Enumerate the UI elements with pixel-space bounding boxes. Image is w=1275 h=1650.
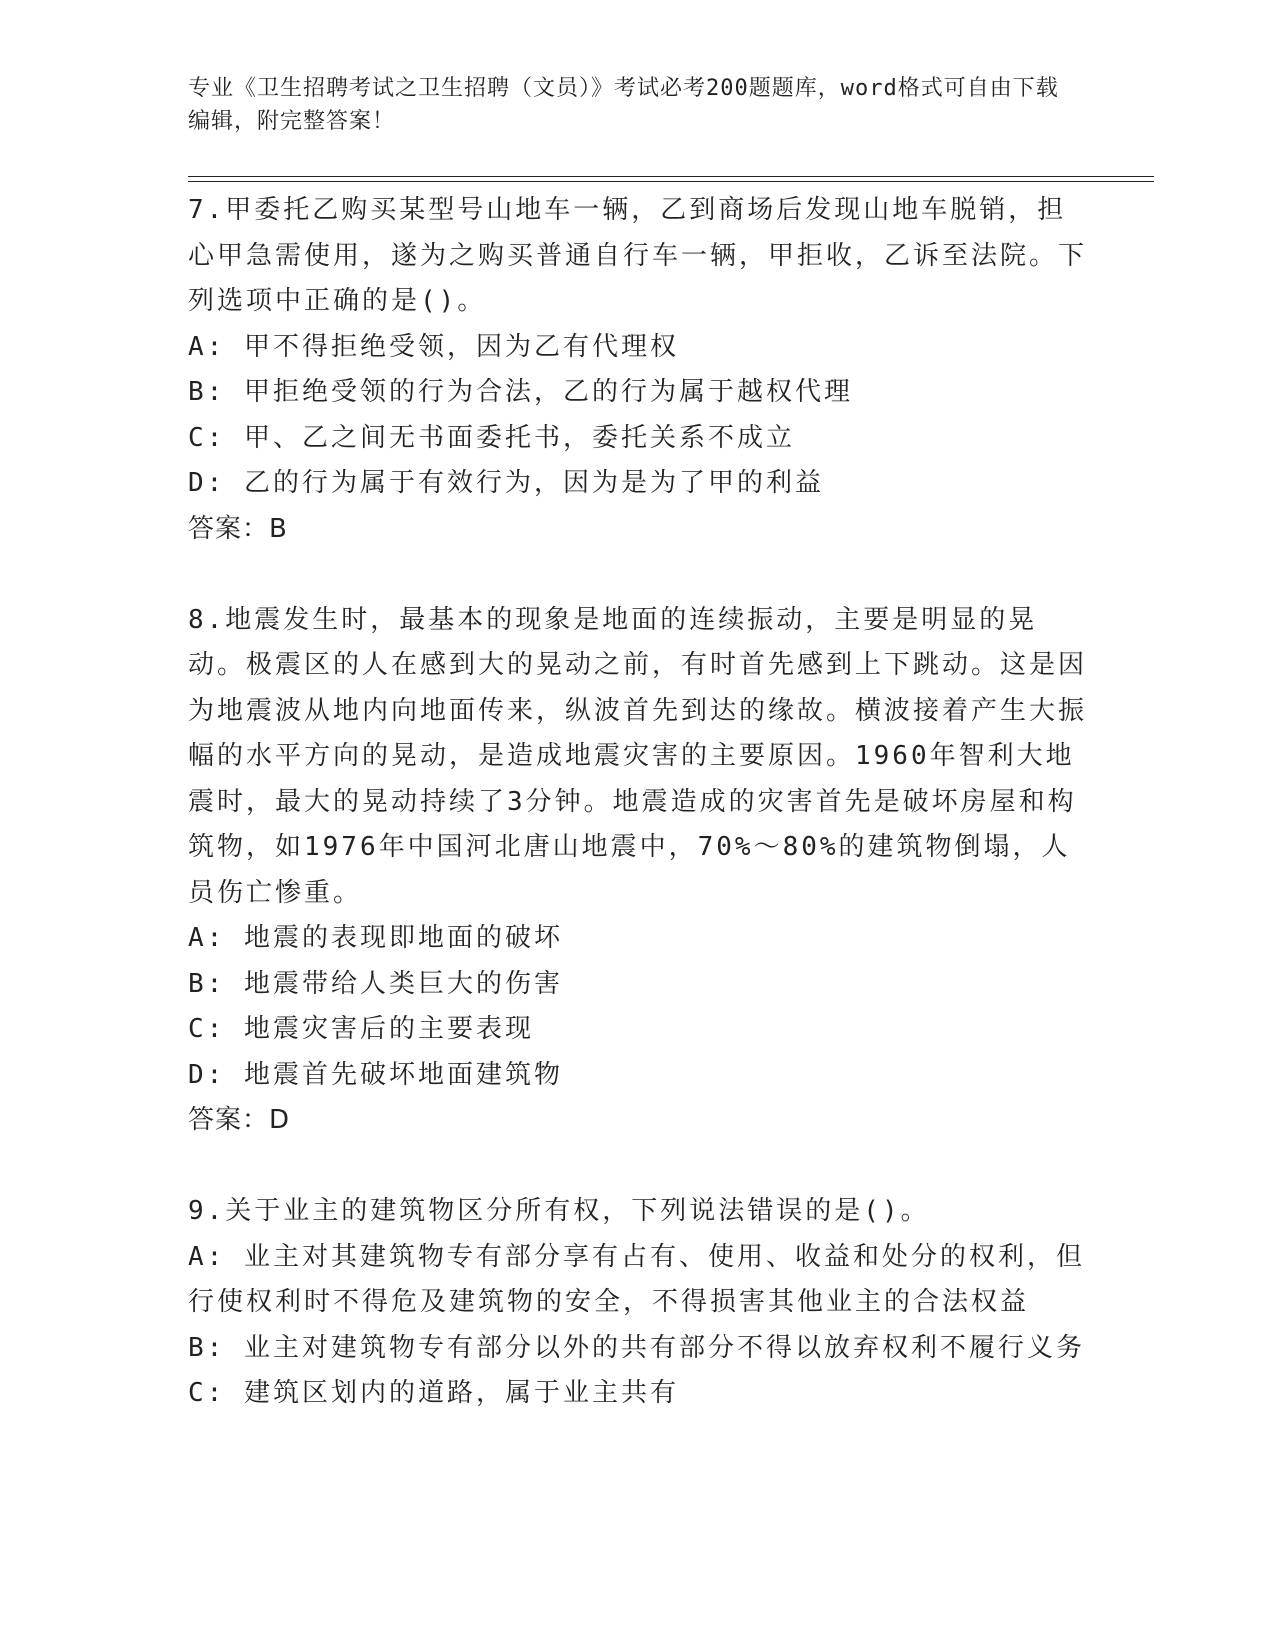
question-9	[188, 1189, 1088, 1417]
option-c: C: 地震灾害后的主要表现	[188, 1014, 534, 1044]
option-c: C: 甲、乙之间无书面委托书，委托关系不成立	[188, 422, 795, 453]
answer-label: 答案：B	[188, 513, 288, 544]
option-a: A: 地震的表现即地面的破坏	[188, 923, 563, 953]
option-b: B: 地震带给人类巨大的伤害	[188, 968, 563, 999]
question-list	[188, 188, 1088, 1417]
question-stem: 9.关于业主的建筑物区分所有权，下列说法错误的是()。	[188, 1196, 930, 1226]
document-header: 专业《卫生招聘考试之卫生招聘（文员）》考试必考200题题库，word格式可自由下载编辑，附完整答案！	[188, 76, 1059, 134]
question-spacer	[188, 1144, 1088, 1190]
option-d: D: 地震首先破坏地面建筑物	[188, 1059, 563, 1090]
question-stem: 7.甲委托乙购买某型号山地车一辆，乙到商场后发现山地车脱销，担心甲急需使用，遂为之购买普通自行车一辆，甲拒收，乙诉至法院。下列选项中正确的是()。	[188, 195, 1088, 316]
question-8	[188, 598, 1088, 1144]
header-divider-bottom	[188, 181, 1154, 182]
question-spacer	[188, 552, 1088, 598]
option-a: A: 甲不得拒绝受领，因为乙有代理权	[188, 331, 679, 362]
option-a: A: 业主对其建筑物专有部分享有占有、使用、收益和处分的权利，但行使权利时不得危及建筑物的安全，不得损害其他业主的合法权益	[188, 1241, 1085, 1317]
header-divider-top	[188, 176, 1154, 177]
option-d: D: 乙的行为属于有效行为，因为是为了甲的利益	[188, 468, 824, 498]
option-b: B: 业主对建筑物专有部分以外的共有部分不得以放弃权利不履行义务	[188, 1332, 1085, 1363]
question-7	[188, 188, 1088, 552]
question-stem: 8.地震发生时，最基本的现象是地面的连续振动，主要是明显的晃动。极震区的人在感到大的晃动之前，有时首先感到上下跳动。这是因为地震波从地内向地面传来，纵波首先到达的缘故。横波接着产生大振幅的水平方向的晃动，是造成地震灾害的主要原因。1960年智利大地震时，最大的晃动持续了3分钟。地震造成的灾害首先是破坏房屋和构筑物，如1976年中国河北唐山地震中，70%～80%的建筑物倒塌，人员伤亡惨重。	[188, 604, 1088, 908]
option-b: B: 甲拒绝受领的行为合法，乙的行为属于越权代理	[188, 377, 853, 407]
option-c: C: 建筑区划内的道路，属于业主共有	[188, 1378, 679, 1408]
answer-label: 答案：D	[188, 1105, 291, 1135]
